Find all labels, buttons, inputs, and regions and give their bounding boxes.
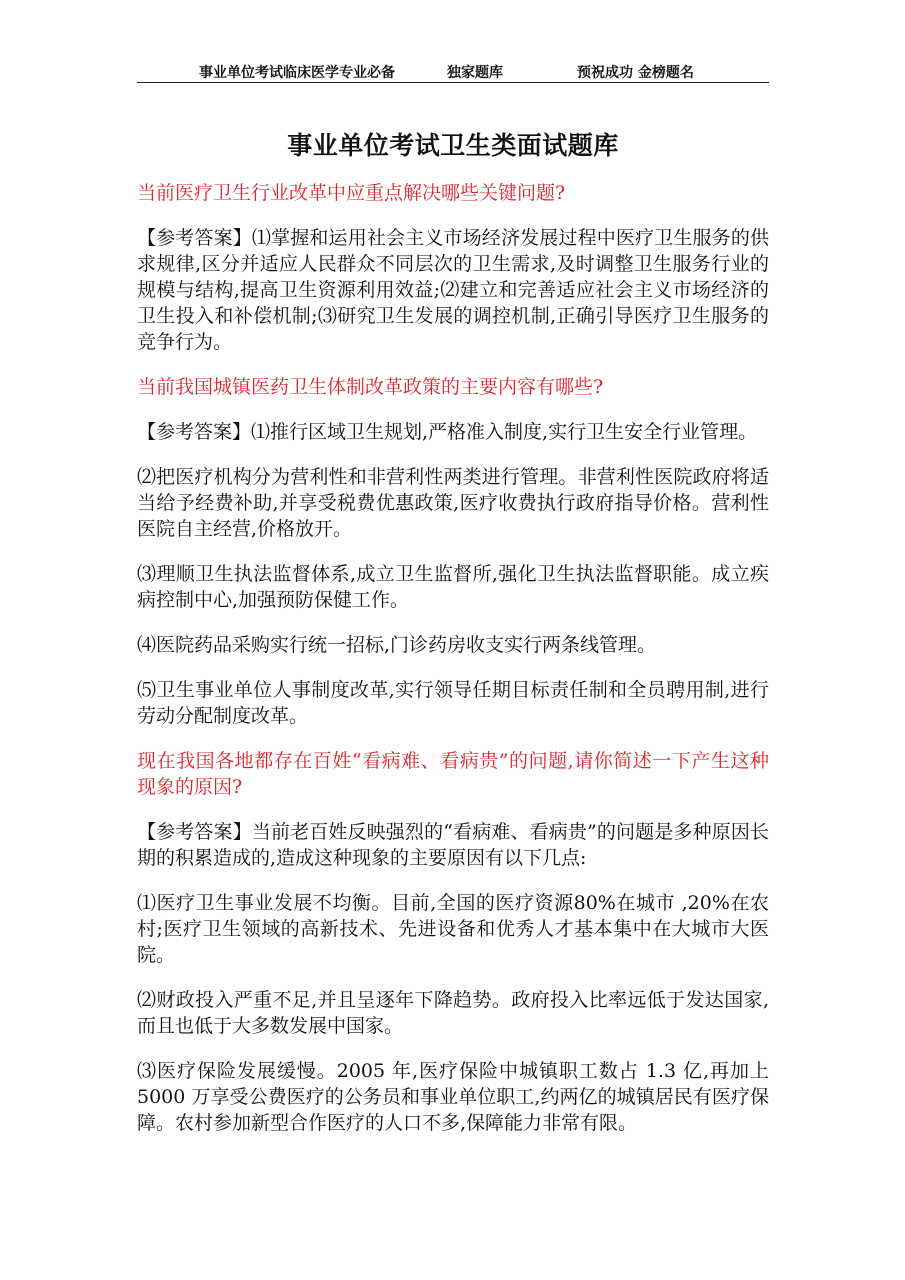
question-3: 现在我国各地都存在百姓“看病难、看病贵”的问题,请你简述一下产生这种现象的原因? [137,750,769,798]
answer-2-para-2: ⑵把医疗机构分为营利性和非营利性两类进行管理。非营利性医院政府将适当给予经费补助,并享受税费优惠政策,医疗收费执行政府指导价格。营利性医院自主经营,价格放开。 [137,466,769,540]
answer-2-para-4: ⑷医院药品采购实行统一招标,门诊药房收支实行两条线管理。 [137,634,657,656]
answer-3-para-4: ⑶医疗保险发展缓慢。2005 年,医疗保险中城镇职工数占 1.3 亿,再加上 5000 万享受公费医疗的公务员和事业单位职工,约两亿的城镇居民有医疗保障。农村参加新型合作医疗的人口不多,保障能力非常有限。 [137,1060,769,1134]
question-1: 当前医疗卫生行业改革中应重点解决哪些关键问题? [137,182,566,204]
answer-3-para-2: ⑴医疗卫生事业发展不均衡。目前,全国的医疗资源80%在城市 ,20%在农村;医疗卫生领域的高新技术、先进设备和优秀人才基本集中在大城市大医院。 [137,892,769,966]
question-2: 当前我国城镇医药卫生体制改革政策的主要内容有哪些? [137,376,604,398]
answer-3-para-1: 【参考答案】当前老百姓反映强烈的“看病难、看病贵”的问题是多种原因长期的积累造成的,造成这种现象的主要原因有以下几点: [137,821,769,869]
answer-3-para-3: ⑵财政投入严重不足,并且呈逐年下降趋势。政府投入比率远低于发达国家,而且也低于大多数发展中国家。 [137,989,769,1037]
header-right-text: 预祝成功 金榜题名 [577,65,694,81]
header-left-text: 事业单位考试临床医学专业必备 [199,65,395,81]
page-header [137,62,769,83]
answer-1: 【参考答案】⑴掌握和运用社会主义市场经济发展过程中医疗卫生服务的供求规律,区分并适应人民群众不同层次的卫生需求,及时调整卫生服务行业的规模与结构,提高卫生资源利用效益;⑵建立和完善适应社会主义市场经济的卫生投入和补偿机制;⑶研究卫生发展的调控机制,正确引导医疗卫生服务的竞争行为。 [137,227,769,353]
answer-2-para-3: ⑶理顺卫生执法监督体系,成立卫生监督所,强化卫生执法监督职能。成立疾病控制中心,加强预防保健工作。 [137,563,769,611]
document-body [137,180,769,1155]
answer-2-para-1: 【参考答案】⑴推行区域卫生规划,严格准入制度,实行卫生安全行业管理。 [137,421,758,443]
header-middle-text: 独家题库 [447,65,503,81]
document-title: 事业单位考试卫生类面试题库 [287,131,619,160]
answer-2-para-5: ⑸卫生事业单位人事制度改革,实行领导任期目标责任制和全员聘用制,进行劳动分配制度改革。 [137,679,769,727]
